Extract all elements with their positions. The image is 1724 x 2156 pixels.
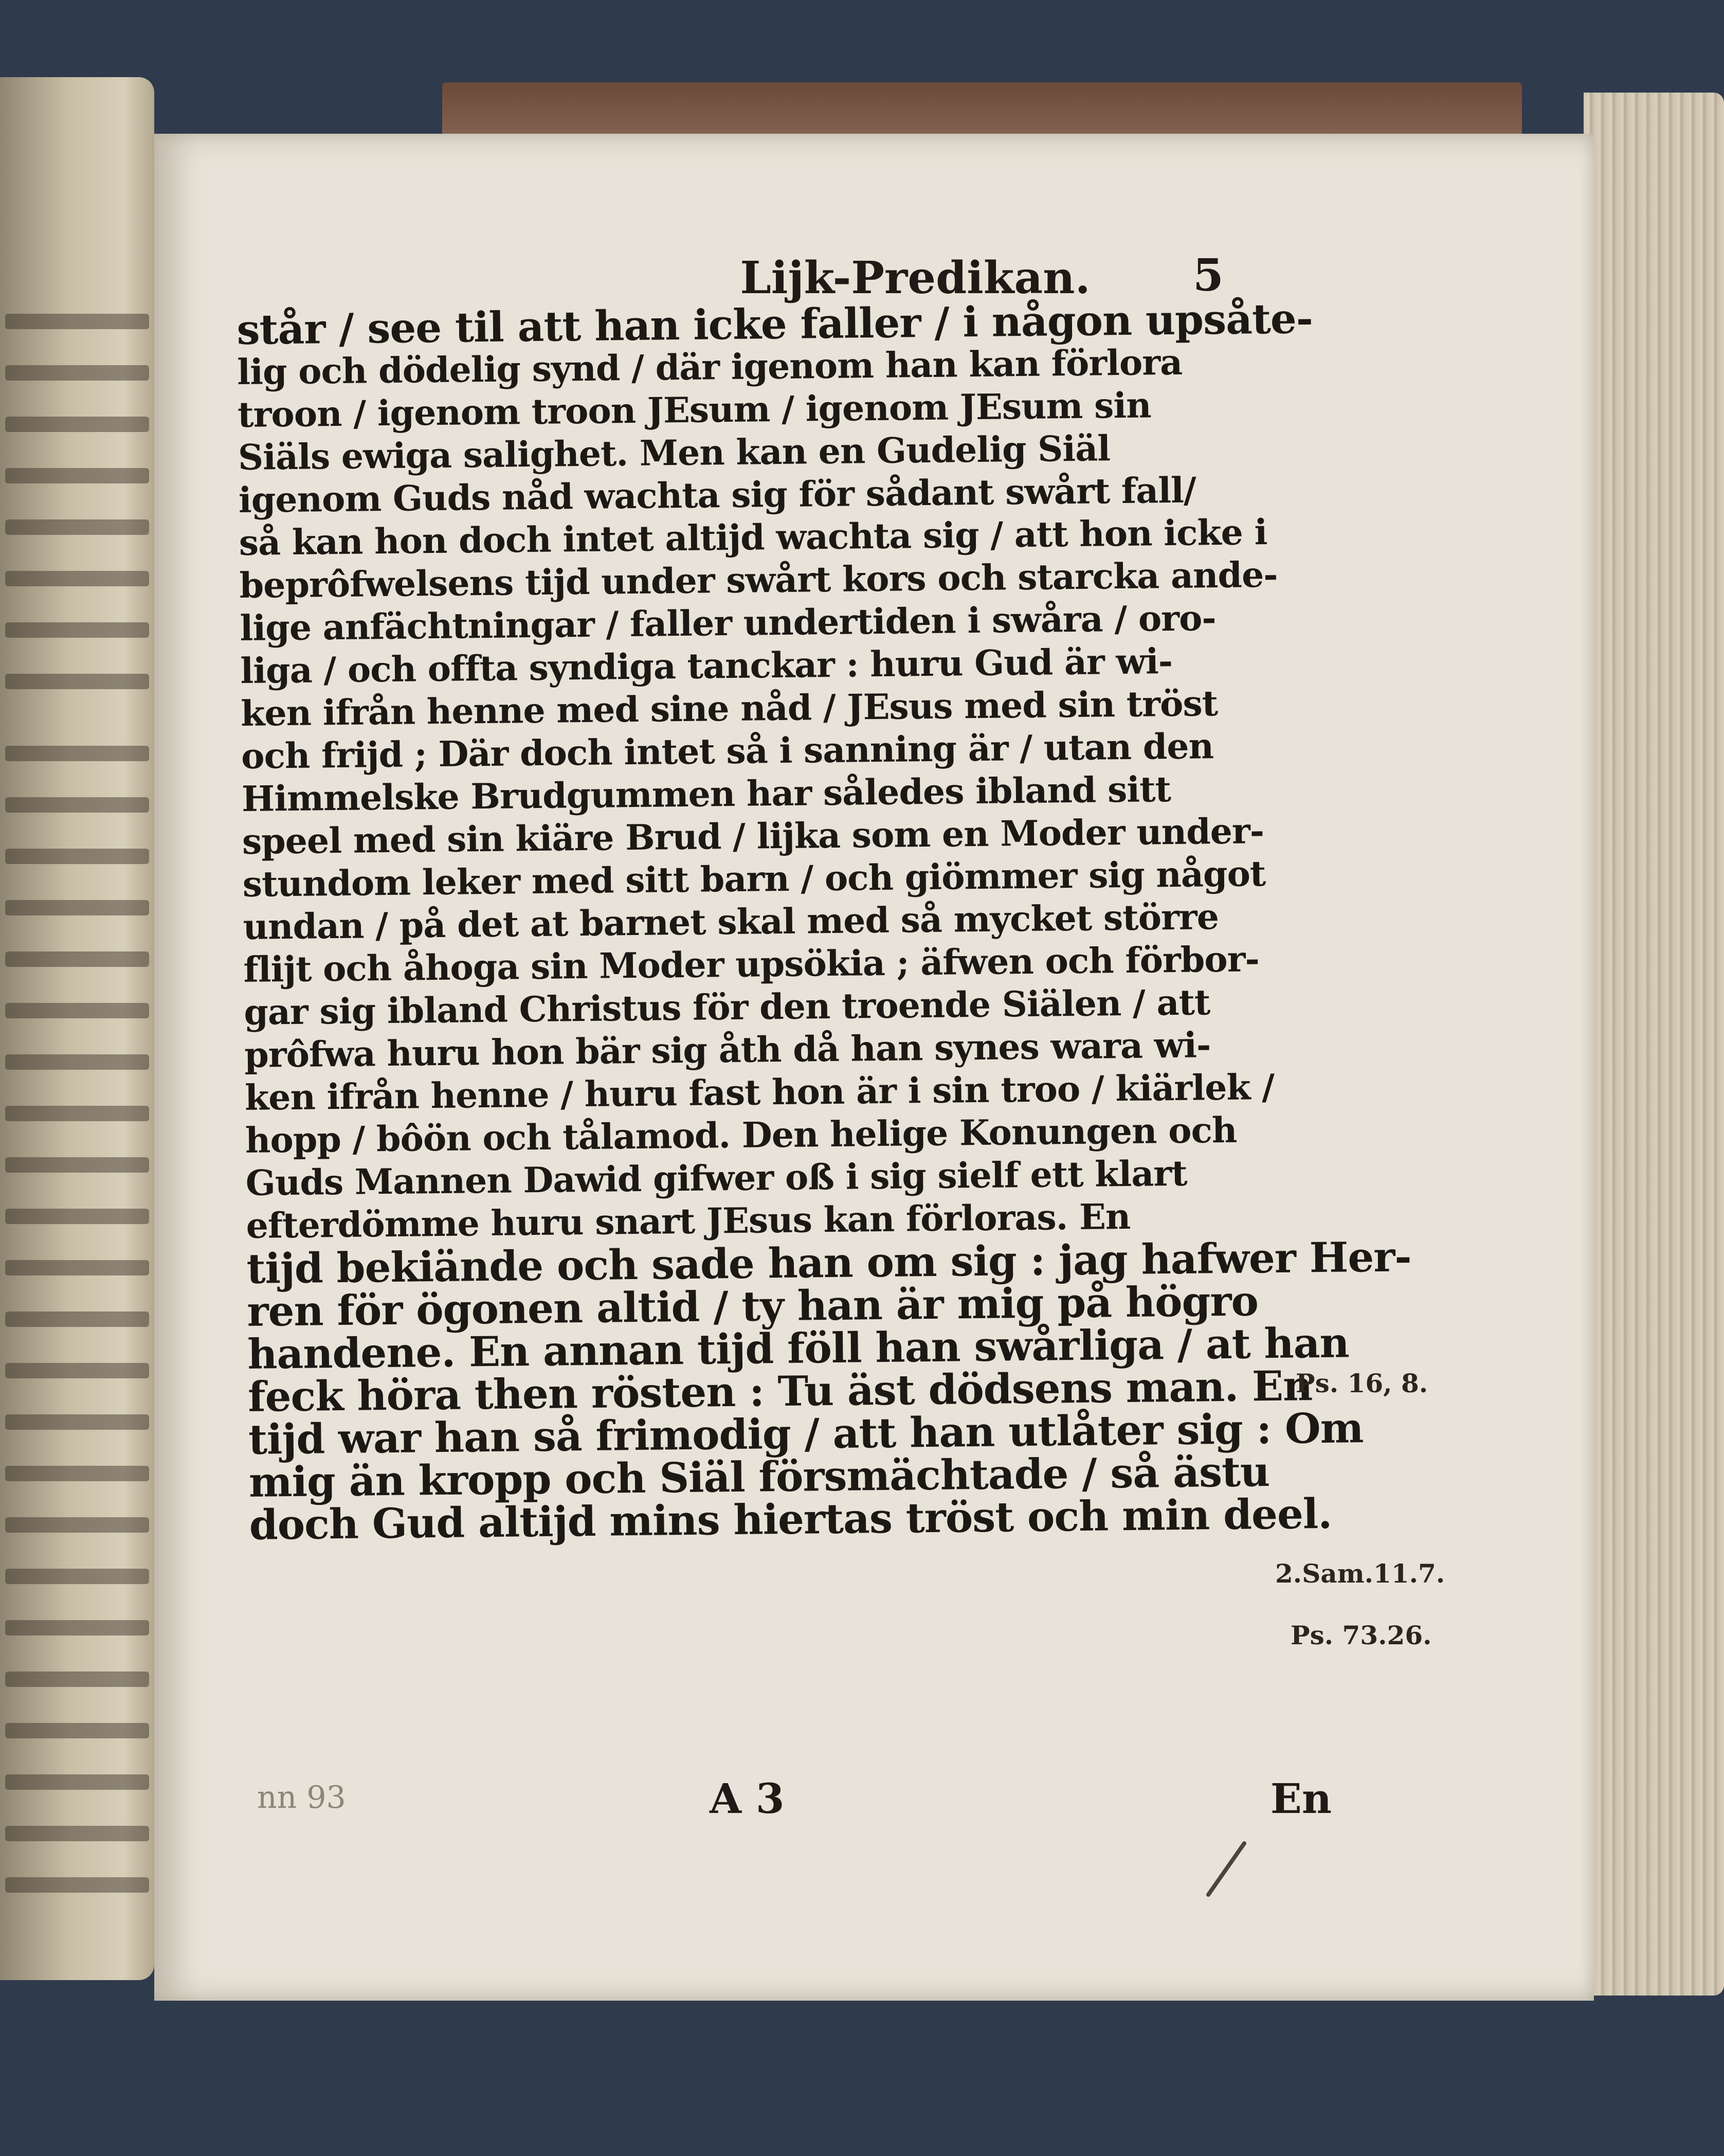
running-head: Lijk-Predikan. [740,252,1091,304]
text-line: troon / igenom troon JEsum / igenom JEsum sin [237,385,1152,436]
text-line: doch Gud altijd mins hiertas tröst och min deel. [249,1489,1332,1549]
text-line: Guds Mannen Dawid gifwer oß i sig sielf ett klart [245,1153,1187,1204]
page-number: 5 [1193,249,1224,301]
text-line: gar sig ibland Christus för den troende Siälen / att [243,982,1210,1033]
page-footer [257,1774,1332,1826]
marginal-reference: Ps. 16, 8. [1296,1368,1428,1398]
text-line: handene. En annan tijd föll han swårliga / at han [247,1318,1350,1378]
text-line: efterdömme huru snart JEsus kan förloras. En [246,1196,1131,1247]
show-through-text: nn 93 [257,1780,346,1816]
catchword: En [1270,1774,1332,1823]
text-line: speel med sin kiäre Brud / lijka som en Moder under- [242,811,1264,863]
page-stack-edge [1584,93,1724,1996]
text-line: Siäls ewiga salighet. Men kan en Gudelig Siäl [238,428,1111,478]
text-line: undan / på det at barnet skal med så mycket större [243,896,1219,948]
text-line: och frijd ; Där doch intet så i sanning är / utan den [241,726,1214,777]
signature-mark: A 3 [710,1774,785,1823]
text-line: lige anfächtningar / faller undertiden i swåra / oro- [240,598,1217,649]
text-line: lig och dödelig synd / där igenom han kan förlora [237,342,1183,393]
text-line: Himmelske Brudgummen har således ibland sitt [241,769,1171,820]
text-line: liga / och offta syndiga tanckar : huru Gud är wi- [240,640,1173,692]
text-line: hopp / bôön och tålamod. Den helige Konungen och [245,1109,1237,1161]
text-line: stundom leker med sitt barn / och giömmer sig något [242,853,1266,905]
text-line: mig än kropp och Siäl försmächtade / så ästu [248,1447,1270,1506]
marginal-reference: Ps. 73.26. [1291,1620,1432,1650]
text-line: flijt och åhoga sin Moder upsökia ; äfwen och förbor- [243,939,1260,991]
text-line: beprôfwelsens tijd under swårt kors och starcka ande- [239,554,1278,606]
text-line: prôfwa huru hon bär sig åth då han synes wara wi- [244,1025,1211,1076]
left-page-edge [0,77,154,1980]
text-line: igenom Guds nåd wachta sig för sådant swårt fall/ [238,470,1196,521]
text-line: står / see til att han icke faller / i någon upsåte- [236,294,1313,354]
text-line: ken ifrån henne / huru fast hon är i sin troo / kiärlek / [244,1066,1275,1119]
marginal-reference: 2.Sam.11.7. [1275,1558,1445,1589]
text-line: tijd bekiände och sade han om sig : jag hafwer Her- [246,1232,1412,1293]
book-page [154,134,1594,2001]
text-line: så kan hon doch intet altijd wachta sig / att hon icke i [239,512,1267,564]
pencil-mark [1205,1840,1247,1897]
text-line: ken ifrån henne med sine nåd / JEsus med sin tröst [240,683,1218,734]
text-line: tijd war han så frimodig / att han utlåter sig : Om [248,1404,1364,1464]
text-line: ren för ögonen altid / ty han är mig på högro [246,1277,1259,1336]
text-line: feck höra then rösten : Tu äst dödsens man. En [247,1361,1313,1421]
